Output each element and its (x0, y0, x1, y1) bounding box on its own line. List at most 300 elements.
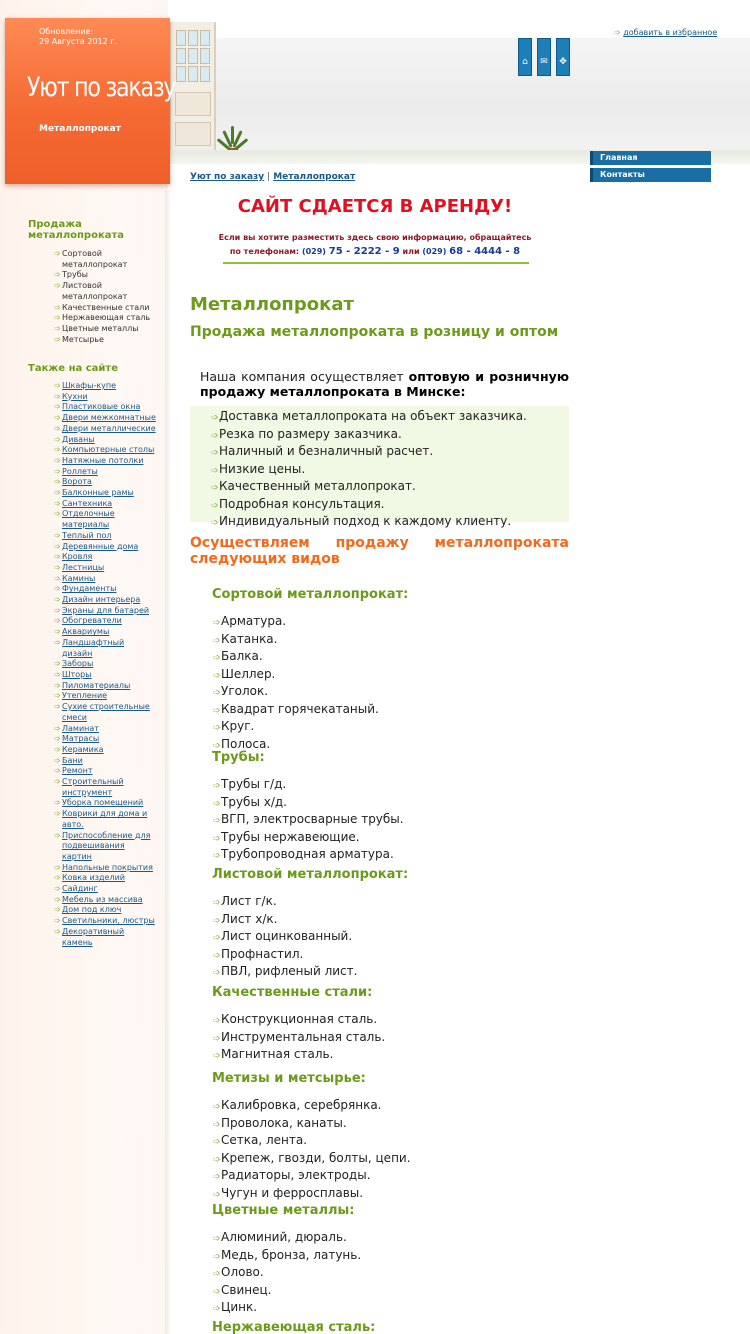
bullet-arrow-icon: ➩ (213, 1119, 221, 1130)
sidebar-link-text: Экраны для батарей (62, 605, 150, 615)
sidebar-link-text: Фундаменты (62, 584, 117, 594)
category-item-text: Крепеж, гвозди, болты, цепи. (221, 1150, 411, 1165)
arrow-icon: ➩ (54, 413, 61, 423)
category-list (213, 1230, 361, 1318)
arrow-icon: ➩ (54, 302, 61, 312)
breadcrumb-home[interactable]: Уют по заказу (190, 172, 265, 182)
bullet-arrow-icon: ➩ (213, 968, 221, 978)
bullet-arrow-icon: ➩ (213, 1269, 221, 1279)
intro-text: Наша компания осуществляет (200, 369, 404, 384)
sidebar-link[interactable] (54, 723, 162, 735)
bullet-arrow-icon: ➩ (211, 430, 219, 441)
category-title: Качественные стали: (212, 985, 373, 1000)
sidebar-link-text: Двери межкомнатные (62, 413, 156, 423)
sidebar-link[interactable] (54, 926, 162, 938)
sidebar-link-text: Деревянные дома (62, 541, 139, 551)
category-item (213, 1047, 385, 1065)
sidebar-also-heading: Также на сайте (28, 363, 118, 374)
sidebar-link[interactable] (62, 520, 162, 531)
benefit-text: Индивидуальный подход к каждому клиенту. (219, 514, 512, 528)
category-list (213, 1012, 385, 1065)
sidebar-link-text: подвешивания (62, 841, 125, 851)
sidebar-link[interactable] (54, 477, 162, 488)
category-item (213, 1283, 361, 1301)
sidebar-link[interactable] (54, 798, 162, 809)
sidebar-link-text: Кухни (62, 391, 88, 401)
arrow-icon: ➩ (54, 434, 61, 444)
sidebar-link-text: Кровля (62, 552, 93, 562)
sidebar-link[interactable] (62, 713, 162, 724)
category-list (213, 1098, 411, 1203)
category-item (213, 667, 379, 685)
sidebar-sales-item[interactable] (54, 323, 162, 335)
bullet-arrow-icon: ➩ (213, 1189, 221, 1200)
category-list (213, 777, 404, 865)
sidebar-link[interactable] (54, 616, 162, 627)
sidebar-link-text: дизайн (62, 648, 93, 658)
breadcrumb-current[interactable]: Металлопрокат (273, 172, 356, 182)
bullet-arrow-icon: ➩ (211, 413, 219, 423)
sidebar-link[interactable] (54, 809, 162, 820)
sidebar-link[interactable] (54, 573, 162, 585)
arrow-icon: ➩ (54, 680, 61, 690)
sidebar-link[interactable] (54, 905, 162, 916)
sidebar-link[interactable] (54, 413, 162, 424)
sidebar-link[interactable] (54, 381, 162, 392)
nav-contacts[interactable]: Контакты (590, 168, 711, 182)
logo-block (5, 18, 176, 184)
sidebar-sales-text: металлопрокат (62, 259, 128, 269)
category-item (213, 719, 379, 737)
ad-or: или (402, 247, 420, 256)
category-title: Цветные металлы: (212, 1203, 355, 1218)
sidebar-links-list (54, 381, 162, 948)
arrow-icon: ➩ (54, 798, 61, 808)
bullet-arrow-icon: ➩ (213, 1137, 221, 1147)
sidebar-sales-text: Цветные металлы (62, 323, 139, 333)
sidebar-link[interactable] (54, 562, 162, 574)
benefit-text: Наличный и безналичный расчет. (219, 444, 434, 458)
category-item-text: Шеллер. (221, 666, 276, 681)
sidebar-link[interactable] (54, 916, 162, 927)
sidebar-sales-heading (28, 219, 124, 241)
category-item-text: Лист оцинкованный. (221, 929, 353, 943)
category-item (213, 1186, 411, 1204)
sidebar-link[interactable] (62, 938, 162, 949)
sidebar-link-text: Сухие строительные (62, 702, 150, 712)
arrow-icon: ➩ (54, 766, 61, 776)
arrow-icon: ➩ (54, 391, 61, 401)
category-item (213, 912, 357, 930)
sidebar-link-text: материалы (62, 520, 110, 530)
offer-heading-word: металлопроката (434, 535, 569, 551)
sidebar-link[interactable] (54, 777, 162, 788)
sidebar-sales-item[interactable] (62, 292, 162, 303)
sidebar-sales-item[interactable] (54, 281, 162, 292)
arrow-icon: ➩ (54, 809, 61, 819)
sidebar-sales-item[interactable] (54, 270, 162, 281)
ad-code-1: (029) (301, 247, 326, 256)
ad-phones-prefix: по телефонам: (229, 247, 300, 256)
sidebar-sales-text: Листовой (62, 281, 102, 291)
section-name: Металлопрокат (39, 124, 121, 134)
sidebar-link[interactable] (54, 402, 162, 413)
arrow-icon: ➩ (54, 381, 61, 390)
breadcrumb (190, 172, 355, 182)
sidebar-link-text: Пиломатериалы (62, 680, 131, 690)
sidebar-link-text: Дом под ключ (62, 905, 122, 915)
sidebar-link-text: Матрасы (62, 734, 100, 744)
arrow-icon: ➩ (54, 777, 61, 787)
home-icon[interactable]: ⌂ (518, 38, 532, 76)
category-item-text: Свинец. (221, 1282, 272, 1297)
sidebar-sales-heading-line: металлопроката (28, 230, 125, 241)
category-item-text: Олово. (221, 1265, 264, 1279)
offer-heading-word: Осуществляем (190, 535, 310, 551)
category-item (213, 812, 404, 830)
ad-phone-1: 75 - 2222 - 9 (328, 246, 400, 257)
category-item (213, 1133, 411, 1151)
sidebar-link[interactable] (54, 605, 162, 617)
arrow-icon: ➩ (54, 541, 61, 551)
sidebar-link-text: картин (62, 851, 92, 861)
category-item (213, 1300, 361, 1318)
bullet-arrow-icon: ➩ (211, 500, 219, 511)
sidebar-link[interactable] (62, 841, 162, 852)
sidebar-link[interactable] (54, 466, 162, 478)
offer-heading (190, 535, 569, 567)
category-item (213, 1030, 385, 1048)
category-item-text: Цинк. (221, 1300, 258, 1314)
sidebar-link[interactable] (54, 691, 162, 702)
arrow-icon: ➩ (54, 702, 61, 712)
sidebar-link[interactable] (54, 734, 162, 745)
arrow-icon: ➩ (54, 723, 61, 733)
category-item-text: ВГП, электросварные трубы. (221, 812, 404, 826)
bullet-arrow-icon: ➩ (213, 1251, 221, 1262)
bullet-arrow-icon: ➩ (213, 1102, 221, 1112)
door-illustration (170, 22, 216, 162)
benefit-item (211, 444, 569, 462)
arrow-icon: ➩ (54, 830, 61, 840)
sidebar-link[interactable] (54, 445, 162, 456)
arrow-icon: ➩ (54, 530, 61, 540)
sidebar-link[interactable] (62, 852, 162, 863)
arrow-icon: ➩ (54, 455, 61, 465)
arrow-icon: ➩ (54, 862, 61, 872)
mail-icon[interactable]: ✉ (537, 38, 551, 76)
sidebar-sales-item[interactable] (54, 313, 162, 324)
bullet-arrow-icon: ➩ (213, 723, 221, 733)
sidebar-link[interactable] (54, 595, 162, 606)
sidebar-sales-heading-line: Продажа (28, 219, 82, 230)
sidebar-link-text: смеси (62, 712, 87, 722)
sidebar-link[interactable] (54, 766, 162, 777)
bullet-arrow-icon: ➩ (213, 670, 221, 681)
arrow-icon: ➩ (54, 916, 61, 926)
arrow-icon: ➩ (54, 488, 61, 498)
sidebar-sales-text: Нержавеющая сталь (62, 313, 151, 323)
arrow-icon: ➩ (54, 755, 61, 765)
ad-text: Если вы хотите разместить здесь свою информацию, обращайтесь (218, 233, 532, 242)
sidebar-link[interactable] (54, 541, 162, 553)
arrow-icon: ➩ (54, 477, 61, 487)
arrow-icon: ➩ (54, 894, 61, 904)
arrow-icon: ➩ (54, 627, 61, 637)
bullet-arrow-icon: ➩ (213, 618, 221, 628)
sidebar-link[interactable] (54, 434, 162, 446)
bullet-arrow-icon: ➩ (213, 635, 221, 646)
benefit-item (211, 409, 569, 427)
arrow-icon: ➩ (54, 616, 61, 626)
sidebar-link[interactable] (54, 755, 162, 767)
sidebar-link-text: Светильники, люстры (62, 916, 155, 926)
ad-title: САЙТ СДАЕТСЯ В АРЕНДУ! (237, 196, 513, 217)
category-item (213, 929, 357, 947)
favorites-link-wrap (614, 28, 717, 37)
category-list (213, 614, 379, 754)
category-item-text: Конструкционная сталь. (221, 1012, 378, 1026)
sidebar-link-text: Шторы (62, 669, 92, 679)
offer-heading-word: продажу (335, 535, 409, 551)
ad-divider (223, 262, 529, 264)
category-title: Нержавеющая сталь: (212, 1320, 376, 1334)
benefit-text: Качественный металлопрокат. (219, 479, 416, 493)
category-item (213, 795, 404, 813)
category-list (213, 894, 357, 982)
arrow-icon: ➩ (54, 659, 61, 669)
sidebar-sales-text: Трубы (62, 270, 88, 280)
sidebar-link-text: Сайдинг (62, 884, 98, 894)
category-title: Метизы и метсырье: (212, 1071, 366, 1086)
benefit-text: Низкие цены. (219, 461, 306, 476)
sidebar-link[interactable] (54, 552, 162, 563)
sidebar-link-text: Шкафы-купе (62, 381, 117, 390)
arrow-icon: ➩ (54, 281, 61, 291)
category-title: Сортовой металлопрокат: (212, 587, 409, 602)
sidebar-sales-item[interactable] (62, 260, 162, 271)
sidebar-link[interactable] (62, 820, 162, 831)
arrow-icon: ➩ (614, 28, 621, 37)
category-item-text: ПВЛ, рифленый лист. (221, 964, 358, 978)
update-date: 29 Августа 2012 г. (39, 37, 117, 46)
category-item-text: Проволока, канаты. (221, 1115, 347, 1130)
sidebar-link-text: Дизайн интерьера (62, 595, 141, 605)
arrow-icon: ➩ (54, 323, 61, 333)
sidebar-link-text: Двери металлические (62, 423, 156, 433)
bullet-arrow-icon: ➩ (213, 781, 221, 791)
category-item (213, 702, 379, 720)
sidebar-link[interactable] (62, 788, 162, 799)
category-title: Листовой металлопрокат: (212, 867, 409, 882)
category-item-text: Балка. (221, 649, 263, 663)
arrow-icon: ➩ (54, 595, 61, 605)
update-label: Обновление: (39, 27, 94, 36)
sidebar-link[interactable] (54, 509, 162, 520)
benefit-item (211, 514, 569, 532)
sidebar-link[interactable] (54, 423, 162, 435)
sidebar-link[interactable] (54, 584, 162, 595)
benefit-item (211, 462, 569, 480)
sidebar-link[interactable] (54, 659, 162, 670)
category-item (213, 894, 357, 912)
category-item (213, 1248, 361, 1266)
sidebar-link[interactable] (54, 530, 162, 542)
arrow-icon: ➩ (54, 270, 61, 280)
sidebar-link[interactable] (54, 637, 162, 649)
category-item-text: Инструментальная сталь. (221, 1029, 386, 1044)
sidebar-link-text: Напольные покрытия (62, 862, 153, 872)
ad-phone-2: 68 - 4444 - 8 (449, 246, 521, 257)
sidebar-link-text: Роллеты (62, 466, 98, 476)
sidebar-link[interactable] (54, 455, 162, 467)
arrow-icon: ➩ (54, 605, 61, 615)
category-item-text: Профнастил. (221, 946, 304, 961)
sidebar-link-text: Пластиковые окна (62, 402, 141, 412)
category-item-text: Уголок. (221, 684, 269, 698)
left-column-edge (165, 190, 171, 1334)
breadcrumb-separator: | (267, 172, 271, 182)
benefit-item (211, 497, 569, 515)
arrow-icon: ➩ (54, 498, 61, 508)
category-item (213, 1265, 361, 1283)
sidebar-link-text: камень (62, 937, 93, 947)
bullet-arrow-icon: ➩ (213, 798, 221, 809)
category-item-text: Трубы нержавеющие. (221, 829, 360, 844)
category-item (213, 1012, 385, 1030)
arrow-icon: ➩ (54, 873, 61, 883)
sidebar-link-text: Балконные рамы (62, 488, 134, 498)
sidebar-sales-item[interactable] (54, 249, 162, 260)
sidebar-link[interactable] (54, 669, 162, 681)
bullet-arrow-icon: ➩ (213, 1051, 221, 1061)
arrow-icon: ➩ (54, 509, 61, 519)
category-item-text: Трубы г/д. (221, 777, 287, 791)
sidebar-link-text: Аквариумы (62, 627, 110, 637)
category-item-text: Лист г/к. (221, 894, 277, 908)
bullet-arrow-icon: ➩ (213, 1016, 221, 1026)
sidebar-link[interactable] (54, 680, 162, 692)
sidebar-sales-list (54, 249, 162, 345)
sidebar-sales-item[interactable] (54, 302, 162, 314)
bullet-arrow-icon: ➩ (213, 1286, 221, 1297)
site-logo[interactable]: Уют по заказу (27, 72, 176, 103)
sidebar-link[interactable] (62, 649, 162, 660)
intro-paragraph (200, 369, 569, 399)
bullet-arrow-icon: ➩ (213, 1154, 221, 1165)
bullet-arrow-icon: ➩ (211, 448, 219, 458)
sidebar-link-text: Камины (62, 573, 96, 583)
category-item (213, 847, 404, 865)
category-item-text: Трубопроводная арматура. (221, 847, 394, 861)
ad-code-2: (029) (422, 247, 447, 256)
arrow-icon: ➩ (54, 734, 61, 744)
top-nav (590, 151, 711, 185)
category-item-text: Сетка, лента. (221, 1133, 308, 1147)
category-item (213, 1230, 361, 1248)
sidebar-link-text: Ландшафтный (62, 637, 125, 647)
sidebar-link[interactable] (54, 894, 162, 906)
bullet-arrow-icon: ➩ (213, 1172, 221, 1182)
category-item (213, 684, 379, 702)
sidebar-link[interactable] (54, 862, 162, 874)
intro-bold-text: оптовую и розничную продажу металлопроката в Минске: (200, 369, 569, 399)
page-subtitle: Продажа металлопроката в розницу и оптом (190, 324, 559, 340)
sidebar-link[interactable] (54, 884, 162, 895)
category-item-text: Полоса. (221, 736, 271, 751)
sidebar-sales-item[interactable] (54, 334, 162, 346)
sidebar-link-text: Компьютерные столы (62, 445, 155, 455)
category-item-text: Магнитная сталь. (221, 1047, 334, 1061)
bullet-arrow-icon: ➩ (213, 833, 221, 844)
sidebar-link-text: Ковка изделий (62, 873, 125, 883)
arrow-icon: ➩ (54, 445, 61, 455)
sidebar-link[interactable] (54, 873, 162, 884)
sidebar-link-text: Ремонт (62, 766, 93, 776)
arrow-icon: ➩ (54, 402, 61, 412)
sidebar-link-text: Теплый пол (62, 530, 112, 540)
sidebar-link[interactable] (54, 391, 162, 403)
add-to-favorites-link[interactable]: добавить в избранное (623, 28, 718, 37)
sidebar-link[interactable] (54, 488, 162, 499)
benefit-item (211, 479, 569, 497)
sidebar-sales-text: Метсырье (62, 334, 104, 344)
bullet-arrow-icon: ➩ (211, 465, 219, 476)
sitemap-icon[interactable]: ✥ (556, 38, 570, 76)
category-item (213, 649, 379, 667)
sidebar-link[interactable] (54, 830, 162, 842)
header-banner (170, 18, 750, 164)
arrow-icon: ➩ (54, 313, 61, 323)
sidebar-link-text: Обогреватели (62, 616, 122, 626)
sidebar-link-text: Коврики для дома и (62, 809, 148, 819)
sidebar-link-text: Ламинат (62, 723, 99, 733)
category-item-text: Радиаторы, электроды. (221, 1168, 371, 1182)
bullet-arrow-icon: ➩ (213, 816, 221, 826)
sidebar-link-text: Мебель из массива (62, 894, 143, 904)
category-item-text: Калибровка, серебрянка. (221, 1098, 382, 1112)
sidebar-link[interactable] (54, 498, 162, 510)
arrow-icon: ➩ (54, 884, 61, 894)
category-item (213, 1168, 411, 1186)
sidebar-link[interactable] (54, 702, 162, 713)
sidebar-link[interactable] (54, 627, 162, 638)
category-item (213, 1098, 411, 1116)
sidebar-link[interactable] (54, 744, 162, 756)
bullet-arrow-icon: ➩ (213, 688, 221, 698)
sidebar-sales-text: Качественные стали (62, 302, 150, 312)
arrow-icon: ➩ (54, 552, 61, 562)
sidebar-link-text: Бани (62, 755, 83, 765)
category-item-text: Катанка. (221, 631, 278, 646)
benefit-text: Подробная консультация. (219, 496, 385, 511)
nav-home[interactable]: Главная (590, 151, 711, 165)
benefit-text: Резка по размеру заказчика. (219, 426, 402, 441)
bullet-arrow-icon: ➩ (213, 1304, 221, 1314)
category-item (213, 632, 379, 650)
bullet-arrow-icon: ➩ (213, 933, 221, 943)
arrow-icon: ➩ (54, 562, 61, 572)
category-title: Трубы: (212, 750, 265, 765)
bullet-arrow-icon: ➩ (211, 483, 219, 493)
sidebar-link-text: Лестницы (62, 562, 105, 572)
arrow-icon: ➩ (54, 905, 61, 915)
arrow-icon: ➩ (54, 584, 61, 594)
category-item (213, 1116, 411, 1134)
category-item (213, 964, 357, 982)
category-item-text: Трубы х/д. (221, 794, 287, 809)
sidebar-link-text: Сантехника (62, 498, 113, 508)
